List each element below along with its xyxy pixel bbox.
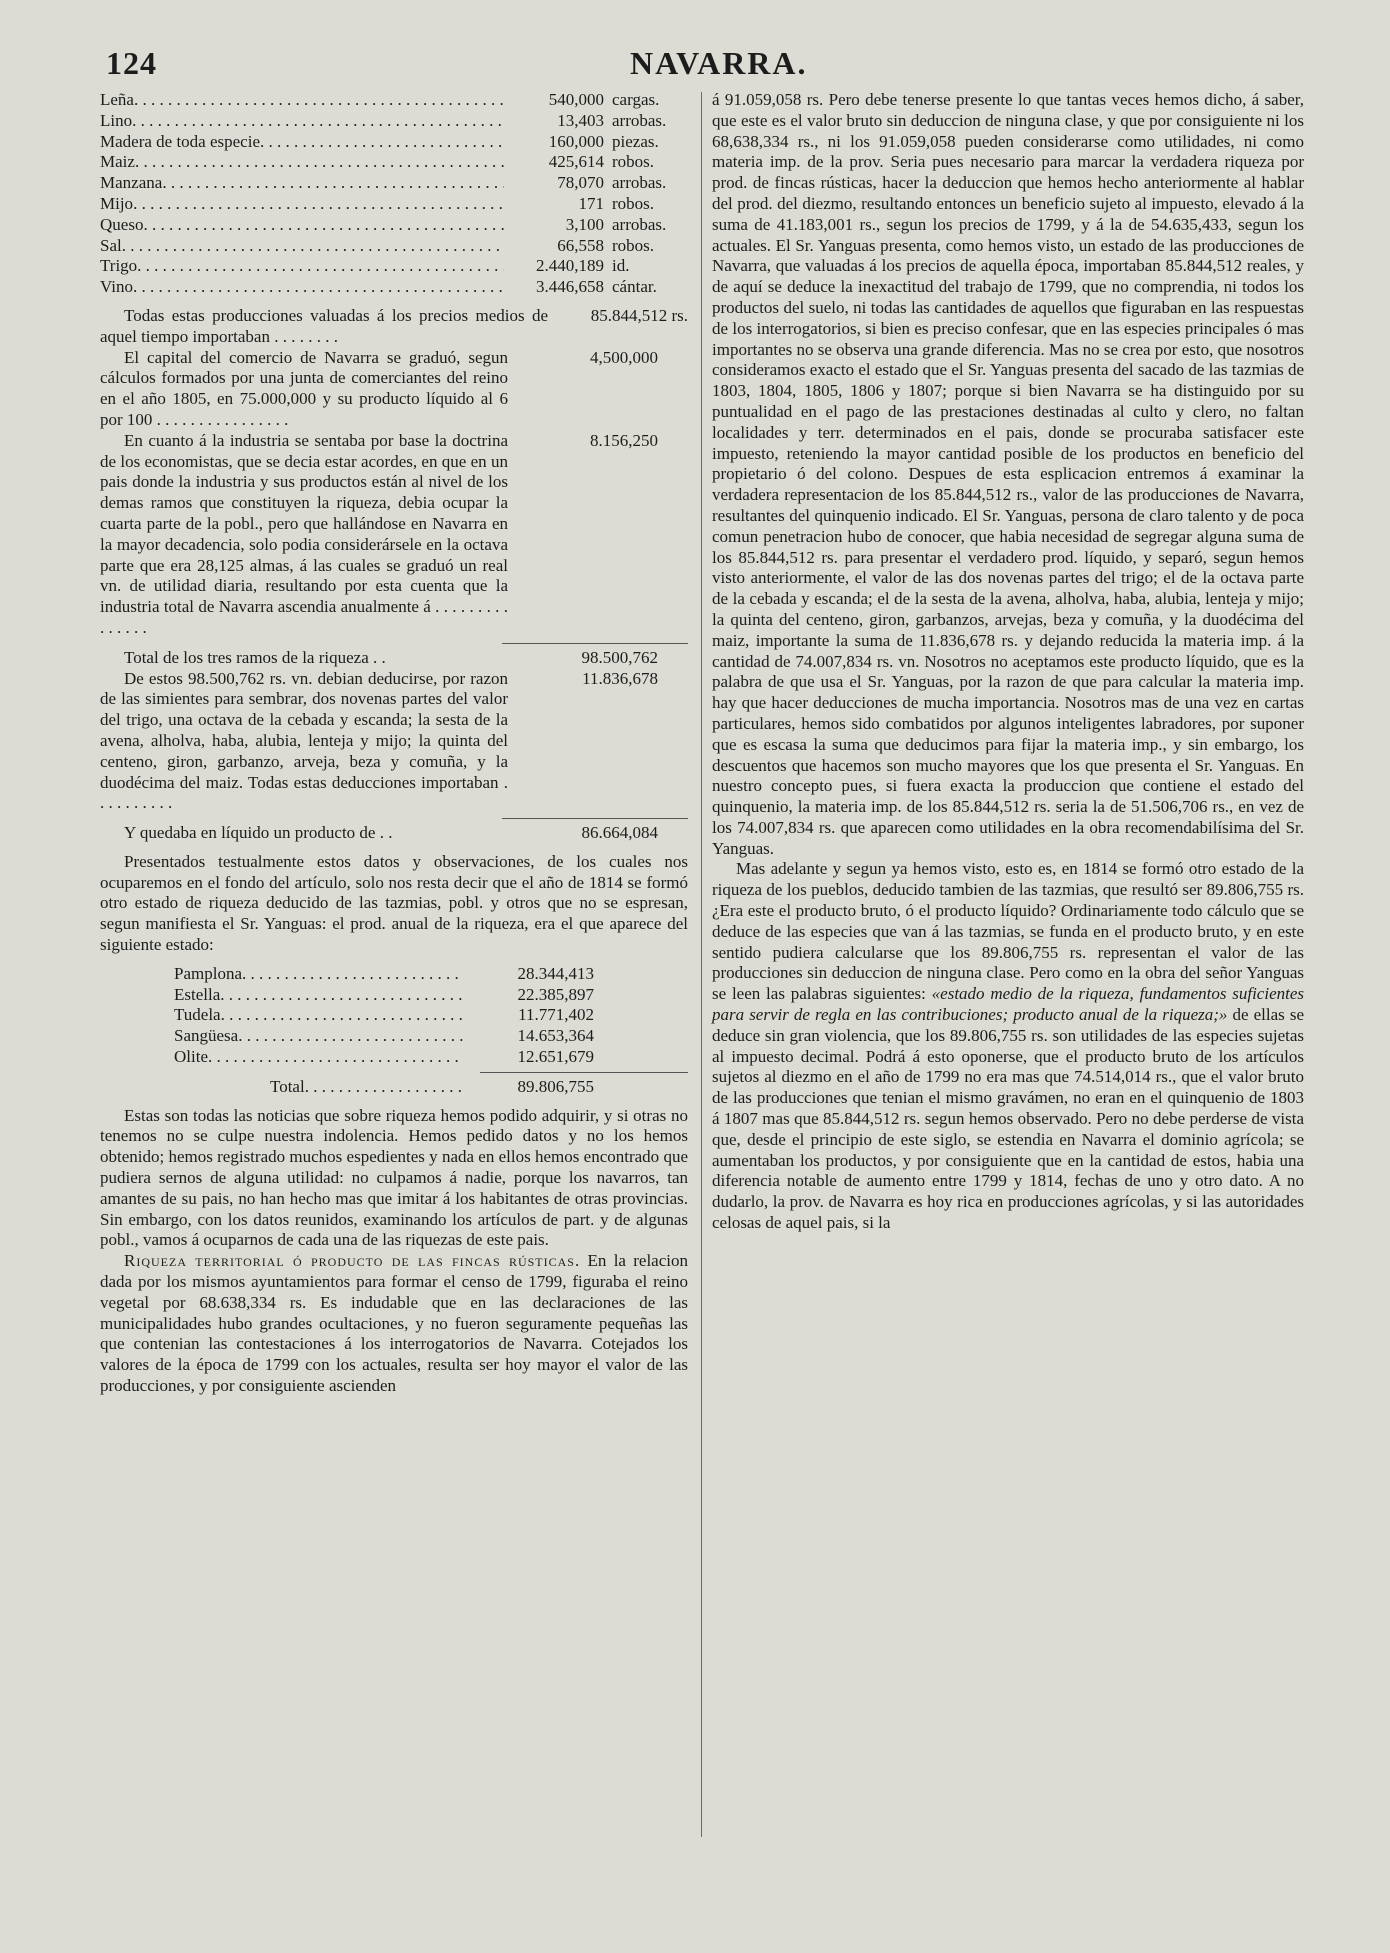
commerce-paragraph: El capital del comercio de Navarra se graduó, segun cálculos formados por una junta de comerciantes del reino en el año 1805, en 75.000,000 y su producto líquido al 6 por 100 . . . . . . . . . . . . . . . . 4,500,000 [100,348,688,431]
product-row: Leña . . . 540,000 cargas. [100,90,688,111]
total-amount: 98.500,762 [581,647,658,667]
column-divider [701,92,702,1837]
districts-total-row: Total . . . 89.806,755 [270,1077,594,1098]
right-paragraph-2: Mas adelante y segun ya hemos visto, esto es, en 1814 se formó otro estado de la riqueza de los pueblos, deducido tambien de las tazmias, que resultó ser 89.806,755 rs. ¿Era este el producto bruto, ó el producto líquido? Ordinariamente todo cálculo que se deduce de las especies que van á las tazmias, se funda en el producto bruto, y en este sentido pudiera calcularse que los 89.806,755 rs. representan el valor de las producciones sin deduccion de ninguna clase. Pero como en la obra del señor Yanguas se leen las palabras siguientes: «estado medio de la riqueza, fundamentos suficientes para servir de regla en las contribuciones; producto anual de la riqueza;» de ellas se deduce sin gran violencia, que los 89.806,755 rs. son utilidades de las especies sujetas al impuesto decimal. Podrá á esto oponerse, que el producto bruto de los artículos sujetos al diezmo en el año de 1799 no era mas que 74.514,014 rs., que el valor bruto de las producciones que tenian el mismo gravámen, no eran en el quinquenio de 1803 á 1807 mas que 85.844,512 rs. segun hemos observado. Pero no debe perderse de vista que, desde el principio de este siglo, se estendia en Navarra el dominio agrícola; se aumentaban los productos, y por consiguiente que en la cantidad de estos, habia una diferencia notable de aumento entre 1799 y 1814, fechas de uno y otro dato. A no dudarlo, la prov. de Navarra es hoy rica en producciones agrícolas, y si las autoridades celosas de aquel pais, si la [712,859,1305,1233]
page-number: 124 [106,45,157,81]
product-row: Manzana . . . 78,070 arrobas. [100,173,688,194]
net-amount: 86.664,084 [581,823,658,843]
product-row: Maiz . . . 425,614 robos. [100,152,688,173]
district-row: Pamplona . . . 28.344,413 [174,964,594,985]
left-column [100,90,688,1397]
deduction-paragraph: De estos 98.500,762 rs. vn. debian deducirse, por razon de las simientes para sembrar, dos novenas partes del valor del trigo, una octava de la cebada y escanda; la sesta de la avena, alholva, haba, alubia, lenteja y mijo; la quinta del centeno, giron, garbanzo, arveja, beza y comuña, y la duodécima del maiz. Todas estas deducciones importaban . . . . . . . . . . 11.836,678 [100,669,688,815]
quote: «estado medio de la riqueza, fundamentos suficientes para servir de regla en las contribuciones; producto anual de la riqueza;» [712,984,1305,1025]
page-title: NAVARRA. [630,45,808,81]
presented-paragraph: Presentados testualmente estos datos y observaciones, de los cuales nos ocuparemos en el fondo del artículo, solo nos resta decir que el año de 1814 se formó otro estado de riqueza deducido de las tazmias, pobl. y otros que no se espresan, segun manifiesta el Sr. Yanguas: el prod. anual de la riqueza, era el que aparece del siguiente estado: [100,851,688,955]
total-paragraph: Total de los tres ramos de la riqueza . . 98.500,762 [100,648,688,669]
valued-amount: 85.844,512 rs. [590,305,688,325]
product-row: Madera de toda especie . . . 160,000 piezas. [100,132,688,153]
valued-paragraph: Todas estas producciones valuadas á los precios medios de aquel tiempo importaban . . . . . . . . 85.844,512 rs. [100,305,688,346]
industry-paragraph: En cuanto á la industria se sentaba por base la doctrina de los economistas, que se decia estar acordes, en que en un pais donde la industria y sus productos están al nivel de los demas ramos que constituyen la riqueza, debia ocupar la cuarta parte de la pobl., pero que hallándose en Navarra en la mayor decadencia, solo podia considerársele en la octava parte que era 28,125 almas, á las cuales se graduó un real vn. de utilidad diaria, resultando por esta cuenta que la industria total de Navarra ascendia anualmente á . . . . . . . . . . . . . . . 8.156,250 [100,431,688,639]
right-column [712,90,1304,1234]
product-row: Mijo . . . 171 robos. [100,194,688,215]
products-list [100,90,688,298]
section-paragraph: Riqueza territorial ó producto de las fincas rústicas. En la relacion dada por los mismos ayuntamientos para formar el censo de 1799, figuraba el reino vegetal por 68.638,334 rs. Es indudable que en las declaraciones de las municipalidades hubo grandes ocultaciones, y no fueron seguramente pequeñas las que contenian las contestaciones á los interrogatorios de Navarra. Cotejados los valores de la época de 1799 con los actuales, resulta ser hoy mayor el valor de las producciones, y por consiguiente ascienden [100,1251,688,1396]
sum-rule [502,643,688,644]
district-row: Tudela . . . 11.771,402 [174,1005,594,1026]
product-row: Trigo . . . 2.440,189 id. [100,256,688,277]
news-paragraph: Estas son todas las noticias que sobre riqueza hemos podido adquirir, y si otras no tenemos no se culpe nuestra indolencia. Hemos pedido datos y no los hemos obtenido; hemos registrado muchos espedientes y nada en ellos hemos encontrado que pudiera sernos de alguna utilidad: no culpamos á nadie, porque los navarros, tan amantes de su pais, no han hecho mas que imitar á los habitantes de otras provincias. Sin embargo, con los datos reunidos, examinando los artículos de part. y de algunas pobl., vamos á ocuparnos de cada una de las riquezas de este pais. [100,1105,688,1250]
sum-rule [480,1072,688,1073]
product-row: Lino . . . 13,403 arrobas. [100,111,688,132]
districts-list [174,964,594,1068]
product-row: Sal . . . 66,558 robos. [100,236,688,257]
product-row: Queso . . . 3,100 arrobas. [100,215,688,236]
sum-rule [502,818,688,819]
district-row: Sangüesa . . . 14.653,364 [174,1026,594,1047]
district-row: Olite . . . 12.651,679 [174,1047,594,1068]
deduction-amount: 11.836,678 [582,668,658,688]
product-row: Vino . . . 3.446,658 cántar. [100,277,688,298]
right-paragraph-1: á 91.059,058 rs. Pero debe tenerse presente lo que tantas veces hemos dicho, á saber, que este es el valor bruto sin deduccion de ninguna clase, y que por consiguiente ni los 68,638,334 rs., ni los 91.059,058 pueden considerarse como utilidades, ni como materia imp. de la prov. Seria pues necesario para marcar la verdadera riqueza por prod. de fincas rústicas, hacer la deduccion que hemos hecho anteriormente al hablar del prod. del diezmo, resultando entonces un beneficio sujeto al impuesto, elevado á la suma de 41.183,001 rs., segun los precios de 1799, y á la de 54.635,433, segun los actuales. El Sr. Yanguas presenta, como hemos visto, un estado de las producciones de Navarra, que valuadas á los precios de aquella época, importaban 85.844,512 reales, y de aquí se deduce la inexactitud del trabajo de 1799, que no comprendia, ni todos los productos del suelo, ni todas las cantidades de aquellos que figuraban en las respuestas de los interrogatorios, si bien es preciso confesar, que en las especies principales ó mas importantes no se observa una grande diferencia. Mas no se crea por esto, que nosotros consideramos exacto el estado que el Sr. Yanguas presenta del sacado de las tazmias de 1803, 1804, 1805, 1806 y 1807; porque si bien Navarra se ha distinguido por su puntualidad en el pago de las prestaciones destinadas al culto y clero, no faltan localidades y terr. determinados en el pais, donde se procuraba satisfacer este impuesto, reteniendo la mayor cantidad posible de los productos en beneficio del propietario ó del colono. Despues de esta esplicacion entremos á examinar la verdadera representacion de los 85.844,512 rs., valor de las producciones de Navarra, resultantes del quinquenio indicado. El Sr. Yanguas, persona de claro talento y de poca comun penetracion hubo de conocer, que habia necesidad de segregar alguna suma de los 85.844,512 rs. para presentar el verdadero prod. líquido, y separó, segun hemos visto anteriormente, el valor de las dos novenas partes del trigo; el de la octava parte de la cebada y escanda; el de la sesta de la avena, alholva, haba, alubia, lenteja y mijo; la quinta del centeno, giron, garbanzos, arvejas, beza y comuña, y la duodécima del maiz, importante la suma de 11.836,678 rs. y dejando reducida la materia imp. á la cantidad de 74.007,834 rs. vn. Nosotros no aceptamos este producto líquido, que es la palabra de que usa el Sr. Yanguas, por la razon de que para calcular la materia imp. hay que hacer deducciones de mucha importancia. Nosotros mas de una vez en cartas particulares, hemos sido combatidos por algunos inteligentes labradores, por suponer que es escasa la suma que deducimos para fijar la materia imp., y sin embargo, los descuentos que hacemos son mucho mayores que los que presenta el Sr. Yanguas. En nuestro concepto pues, si fuera exacta la produccion que contiene el estado del quinquenio, la materia imp. de los 85.844,512 rs. seria la de 51.506,706 rs., en vez de los 74.007,834 rs. que aparecen como utilidades en la obra recomendabilísima del Sr. Yanguas. [712,90,1304,858]
district-row: Estella . . . 22.385,897 [174,985,594,1006]
industry-amount: 8.156,250 [590,430,658,450]
commerce-amount: 4,500,000 [590,347,658,367]
page-header [100,45,1310,85]
section-heading: Riqueza territorial ó producto de las fincas rústicas. [124,1251,581,1271]
net-paragraph: Y quedaba en líquido un producto de . . 86.664,084 [100,823,688,844]
